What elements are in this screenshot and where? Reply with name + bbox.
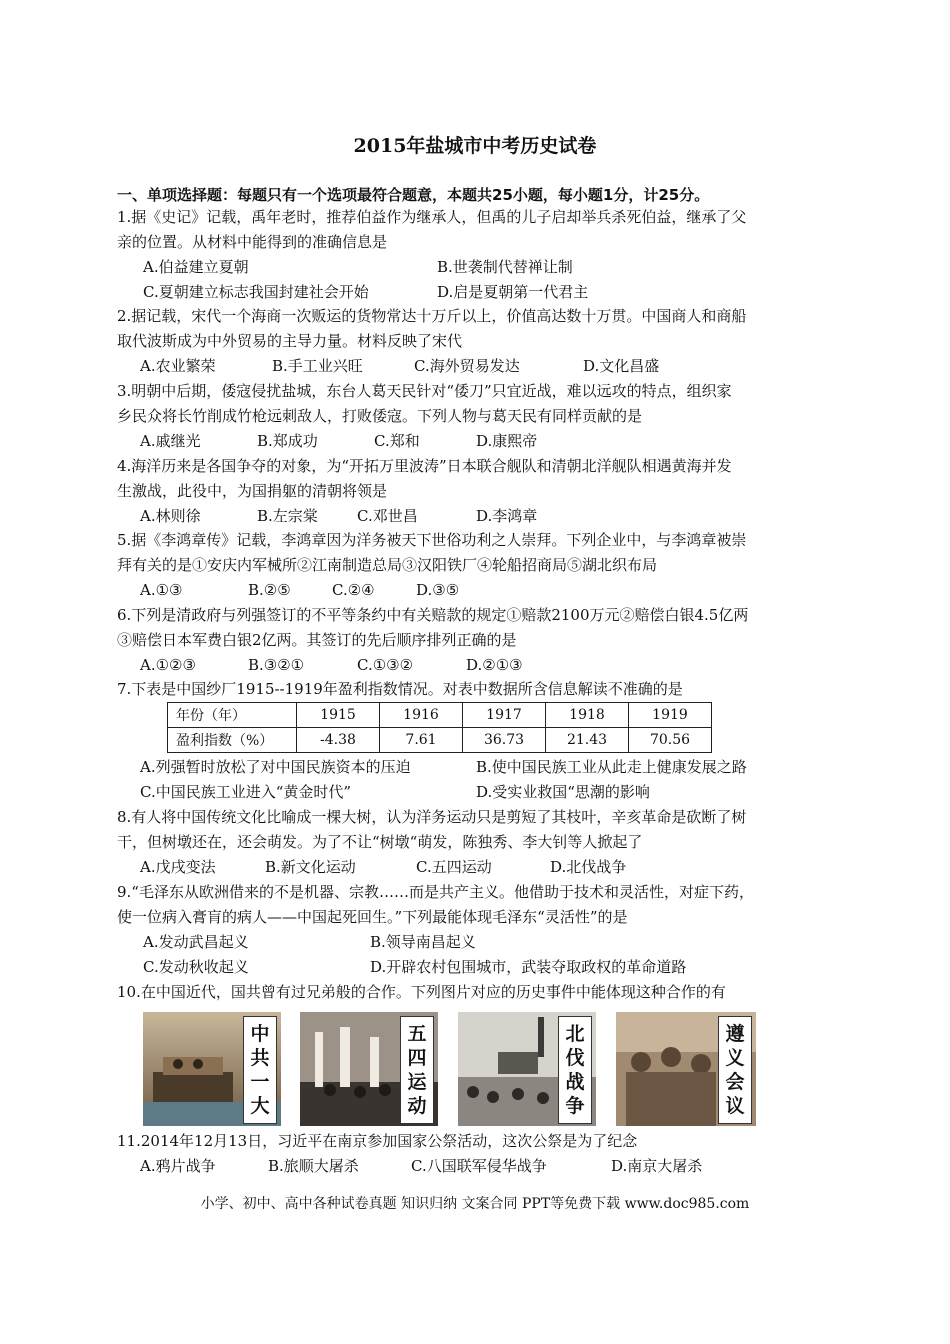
label-char: 运 [407, 1071, 427, 1093]
q1-stem-line2: 亲的位置。从材料中能得到的准确信息是 [117, 233, 388, 251]
q2-option-d: D.文化昌盛 [583, 357, 660, 375]
label-char: 大 [250, 1095, 270, 1117]
table-cell: 1917 [463, 703, 546, 728]
table-header-index: 盈利指数（%） [168, 728, 297, 753]
page-title: 2015年盐城市中考历史试卷 [353, 135, 597, 157]
label-char: 义 [725, 1047, 745, 1069]
table-cell: 70.56 [629, 728, 712, 753]
q7-option-a: A.列强暂时放松了对中国民族资本的压迫 [140, 758, 411, 776]
q9-stem-line1: 9.“毛泽东从欧洲借来的不是机器、宗教……而是共产主义。他借助于技术和灵活性，对症下药， [117, 883, 754, 901]
picture-northern-expedition [458, 1012, 596, 1126]
q8-option-d: D.北伐战争 [550, 858, 627, 876]
table-row-years [168, 703, 712, 728]
q1-option-b: B.世袭制代替禅让制 [437, 258, 573, 276]
q10-stem-line1: 10.在中国近代，国共曾有过兄弟般的合作。下列图片对应的历史事件中能体现这种合作的有 [117, 983, 726, 1001]
q8-option-b: B.新文化运动 [265, 858, 356, 876]
picture-may-fourth [300, 1012, 438, 1126]
q6-option-a: A.①②③ [140, 656, 196, 674]
q9-option-d: D.开辟农村包围城市，武装夺取政权的革命道路 [370, 958, 687, 976]
q4-option-c: C.邓世昌 [357, 507, 418, 525]
q9-stem-line2: 使一位病入膏肓的病人——中国起死回生。”下列最能体现毛泽东“灵活性”的是 [117, 908, 628, 926]
q8-stem-line2: 干，但树墩还在，还会萌发。为了不让“树墩“萌发，陈独秀、李大钊等人掀起了 [117, 833, 643, 851]
q7-option-d: D.受实业救国“思潮的影响 [476, 783, 650, 801]
label-char: 四 [407, 1047, 427, 1069]
label-char: 战 [565, 1071, 585, 1093]
picture-zunyi-conference [616, 1012, 756, 1126]
table-cell: 21.43 [546, 728, 629, 753]
section-heading: 一、单项选择题：每题只有一个选项最符合题意，本题共25小题，每小题1分，计25分。 [117, 186, 710, 204]
q5-stem-line2: 拜有关的是①安庆内军械所②江南制造总局③汉阳铁厂④轮船招商局⑤湖北织布局 [117, 556, 658, 574]
q2-stem-line1: 2.据记载，宋代一个海商一次贩运的货物常达十万斤以上，价值高达数十万贯。中国商人和商船 [117, 307, 747, 325]
table-cell: 36.73 [463, 728, 546, 753]
q3-option-a: A.戚继光 [140, 432, 201, 450]
label-char: 五 [407, 1023, 427, 1045]
picture-label [718, 1016, 752, 1124]
q5-stem-line1: 5.据《李鸿章传》记载，李鸿章因为洋务被天下世俗功利之人崇拜。下列企业中，与李鸿章被崇 [117, 531, 747, 549]
q6-stem-line2: ③赔偿日本军费白银2亿两。其签订的先后顺序排列正确的是 [117, 631, 517, 649]
q7-option-c: C.中国民族工业进入“黄金时代” [140, 783, 352, 801]
q1-option-d: D.启是夏朝第一代君主 [437, 283, 589, 301]
label-char: 遵 [725, 1023, 745, 1045]
q4-stem-line2: 生激战，此役中，为国捐躯的清朝将领是 [117, 482, 388, 500]
q5-option-c: C.②④ [332, 581, 375, 599]
q9-option-c: C.发动秋收起义 [143, 958, 249, 976]
q11-option-a: A.鸦片战争 [140, 1157, 216, 1175]
q4-option-a: A.林则徐 [140, 507, 201, 525]
table-cell: 1918 [546, 703, 629, 728]
q4-option-b: B.左宗棠 [257, 507, 318, 525]
q3-option-c: C.郑和 [374, 432, 420, 450]
picture-label [400, 1016, 434, 1124]
q11-stem-line1: 11.2014年12月13日，习近平在南京参加国家公祭活动，这次公祭是为了纪念 [117, 1132, 638, 1150]
table-cell: -4.38 [297, 728, 380, 753]
table-cell: 1916 [380, 703, 463, 728]
q1-option-c: C.夏朝建立标志我国封建社会开始 [143, 283, 369, 301]
q6-stem-line1: 6.下列是清政府与列强签订的不平等条约中有关赔款的规定①赔款2100万元②赔偿白银4.5亿两 [117, 606, 749, 624]
table-header-year: 年份（年） [168, 703, 297, 728]
q8-option-a: A.戊戌变法 [140, 858, 216, 876]
q1-stem-line1: 1.据《史记》记载，禹年老时，推荐伯益作为继承人，但禹的儿子启却举兵杀死伯益，继承了父 [117, 208, 747, 226]
q4-option-d: D.李鸿章 [476, 507, 538, 525]
q7-option-b: B.使中国民族工业从此走上健康发展之路 [476, 758, 747, 776]
label-char: 中 [250, 1023, 270, 1045]
label-char: 议 [725, 1095, 745, 1117]
q3-option-d: D.康熙帝 [476, 432, 538, 450]
label-char: 动 [407, 1095, 427, 1117]
q3-stem-line1: 3.明朝中后期，倭寇侵扰盐城，东台人葛天民针对“倭刀”只宜近战，难以远攻的特点，组织家 [117, 382, 732, 400]
q3-option-b: B.郑成功 [257, 432, 318, 450]
label-char: 一 [250, 1071, 270, 1093]
label-char: 北 [565, 1023, 585, 1045]
q7-stem-line1: 7.下表是中国纱厂1915--1919年盈利指数情况。对表中数据所含信息解读不准确的是 [117, 680, 683, 698]
q3-stem-line2: 乡民众将长竹削成竹枪远刺敌人，打败倭寇。下列人物与葛天民有同样贡献的是 [117, 407, 643, 425]
q9-option-a: A.发动武昌起义 [143, 933, 249, 951]
q6-option-c: C.①③② [357, 656, 414, 674]
q5-option-d: D.③⑤ [416, 581, 460, 599]
q6-option-b: B.③②① [248, 656, 305, 674]
table-cell: 1919 [629, 703, 712, 728]
table-cell: 7.61 [380, 728, 463, 753]
q5-option-b: B.②⑤ [248, 581, 291, 599]
picture-label [243, 1016, 277, 1124]
label-char: 共 [250, 1047, 270, 1069]
q8-stem-line1: 8.有人将中国传统文化比喻成一棵大树，认为洋务运动只是剪短了其枝叶，辛亥革命是砍断了树 [117, 808, 747, 826]
q1-option-a: A.伯益建立夏朝 [143, 258, 249, 276]
q2-option-c: C.海外贸易发达 [414, 357, 520, 375]
table-cell: 1915 [297, 703, 380, 728]
picture-label [558, 1016, 592, 1124]
picture-cpc-first-congress [143, 1012, 281, 1126]
label-char: 会 [725, 1071, 745, 1093]
q11-option-c: C.八国联军侵华战争 [411, 1157, 547, 1175]
q2-option-a: A.农业繁荣 [140, 357, 216, 375]
q2-option-b: B.手工业兴旺 [272, 357, 363, 375]
q2-stem-line2: 取代波斯成为中外贸易的主导力量。材料反映了宋代 [117, 332, 463, 350]
label-char: 争 [565, 1095, 585, 1117]
q4-stem-line1: 4.海洋历来是各国争夺的对象，为“开拓万里波涛”日本联合舰队和清朝北洋舰队相遇黄海并发 [117, 457, 732, 475]
q5-option-a: A.①③ [140, 581, 183, 599]
q11-option-b: B.旅顺大屠杀 [268, 1157, 359, 1175]
footer-download-notice: 小学、初中、高中各种试卷真题 知识归纳 文案合同 PPT等免费下载 www.doc985.com [200, 1196, 750, 1212]
q8-option-c: C.五四运动 [416, 858, 492, 876]
profit-index-table [167, 702, 712, 753]
q11-option-d: D.南京大屠杀 [611, 1157, 703, 1175]
table-row-index [168, 728, 712, 753]
q9-option-b: B.领导南昌起义 [370, 933, 476, 951]
label-char: 伐 [565, 1047, 585, 1069]
q6-option-d: D.②①③ [466, 656, 523, 674]
